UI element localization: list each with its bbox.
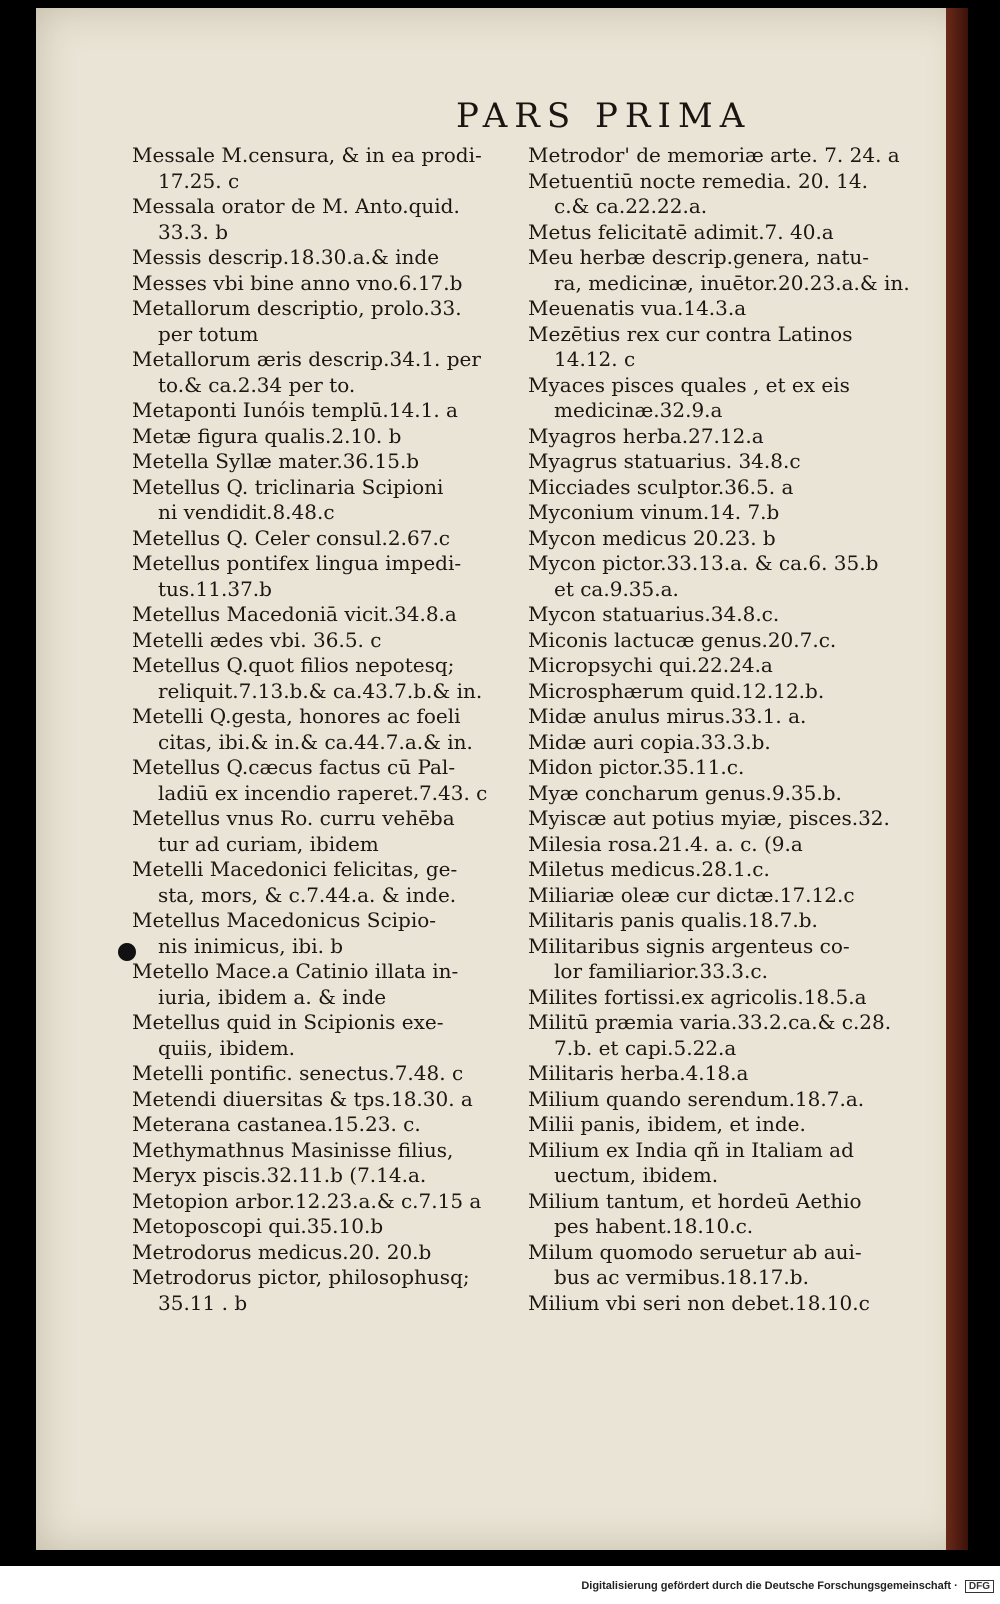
- index-entry: Metelli pontific. senectus.7.48. c: [132, 1061, 464, 1085]
- index-entry: Messes vbi bine anno vno.6.17.b: [132, 270, 463, 295]
- dfg-logo: DFG: [965, 1580, 994, 1593]
- index-entry: Myconium vinum.14. 7.b: [528, 500, 780, 524]
- index-entry-continuation: 17.25. c: [158, 168, 240, 193]
- index-entry: Milium vbi seri non debet.18.10.c: [528, 1290, 870, 1315]
- index-entry: Messis descrip.18.30.a.& inde: [132, 245, 440, 269]
- index-entry: Metoposcopi qui.35.10.b: [132, 1214, 384, 1238]
- running-head: PARS PRIMA: [456, 96, 752, 136]
- index-entry-continuation: 14.12. c: [554, 347, 636, 371]
- index-entry: Metendi diuersitas & tps.18.30. a: [132, 1086, 473, 1111]
- index-entry-continuation: citas, ibi.& in.& ca.44.7.a.& in.: [158, 729, 473, 754]
- index-entry-continuation: quiis, ibidem.: [158, 1035, 296, 1060]
- index-entry-continuation: tur ad curiam, ibidem: [158, 831, 379, 856]
- index-entry-continuation: 7.b. et capi.5.22.a: [554, 1035, 737, 1060]
- index-entry: Metallorum æris descrip.34.1. per: [132, 347, 481, 371]
- index-entry: Midon pictor.35.11.c.: [528, 755, 745, 779]
- index-entry: Micropsychi qui.22.24.a: [528, 653, 773, 677]
- digitization-footer: [0, 1580, 994, 1593]
- index-entry: Militaribus signis argenteus co-: [528, 933, 850, 958]
- index-entry-continuation: 35.11 . b: [158, 1290, 248, 1315]
- index-entry-continuation: et ca.9.35.a.: [554, 576, 679, 601]
- index-entry-continuation: ni vendidit.8.48.c: [158, 500, 335, 524]
- index-entry-continuation: pes habent.18.10.c.: [554, 1214, 754, 1238]
- index-entry: Mycon statuarius.34.8.c.: [528, 602, 780, 626]
- index-entry: Metellus Q.cæcus factus cū Pal-: [132, 755, 456, 779]
- index-entry-continuation: sta, mors, & c.7.44.a. & inde.: [158, 882, 457, 907]
- index-entry: Metopion arbor.12.23.a.& c.7.15 a: [132, 1188, 482, 1213]
- index-entry: Metello Mace.a Catinio illata in-: [132, 959, 459, 983]
- index-entry: Meuenatis vua.14.3.a: [528, 296, 747, 320]
- index-entry: Metellus Q. Celer consul.2.67.c: [132, 525, 450, 550]
- index-entry-continuation: bus ac vermibus.18.17.b.: [554, 1265, 809, 1289]
- index-entry-continuation: to.& ca.2.34 per to.: [158, 372, 356, 397]
- index-entry: Microsphærum quid.12.12.b.: [528, 678, 825, 703]
- index-entry: Metæ figura qualis.2.10. b: [132, 423, 402, 448]
- index-entry: Miletus medicus.28.1.c.: [528, 857, 770, 881]
- index-entry: Milium tantum, et hordeū Aethio: [528, 1188, 862, 1213]
- index-entry: Midæ anulus mirus.33.1. a.: [528, 704, 807, 728]
- index-entry: Myagros herba.27.12.a: [528, 423, 764, 448]
- index-entry: Metellus Macedoniā vicit.34.8.a: [132, 602, 457, 626]
- index-entry-continuation: nis inimicus, ibi. b: [158, 933, 344, 958]
- index-entry: Meu herbæ descrip.genera, natu-: [528, 245, 870, 269]
- index-entry-continuation: uectum, ibidem.: [554, 1163, 719, 1187]
- index-entry: Mezētius rex cur contra Latinos: [528, 321, 853, 346]
- index-entry: Metrodorus pictor, philosophusq;: [132, 1265, 470, 1289]
- index-entry-continuation: per totum: [158, 321, 259, 346]
- index-entry-continuation: lor familiarior.33.3.c.: [554, 959, 768, 983]
- index-entry: Mycon medicus 20.23. b: [528, 525, 776, 550]
- index-entry-continuation: tus.11.37.b: [158, 576, 272, 601]
- index-entry: Messala orator de M. Anto.quid.: [132, 194, 460, 218]
- index-entry: Methymathnus Masinisse filius,: [132, 1137, 454, 1162]
- index-entry: Metallorum descriptio, prolo.33.: [132, 296, 462, 320]
- index-entry: Metelli Q.gesta, honores ac foeli: [132, 704, 461, 728]
- index-entry: Metellus Macedonicus Scipio-: [132, 908, 437, 932]
- index-entry: Militaris herba.4.18.a: [528, 1061, 749, 1085]
- index-entry: Militaris panis qualis.18.7.b.: [528, 908, 818, 932]
- index-entry: Milites fortissi.ex agricolis.18.5.a: [528, 984, 867, 1009]
- index-entry: Miconis lactucæ genus.20.7.c.: [528, 627, 837, 652]
- index-entry-continuation: 33.3. b: [158, 219, 229, 244]
- index-entry: Militū præmia varia.33.2.ca.& c.28.: [528, 1010, 892, 1034]
- index-entry-continuation: medicinæ.32.9.a: [554, 398, 723, 422]
- index-entry: Metellus Q.quot filios nepotesq;: [132, 653, 455, 677]
- index-entry: Milum quomodo seruetur ab aui-: [528, 1239, 862, 1264]
- index-entry: Midæ auri copia.33.3.b.: [528, 729, 771, 754]
- index-entry: Milii panis, ibidem, et inde.: [528, 1112, 806, 1136]
- index-entry: Metellus pontifex lingua impedi-: [132, 551, 462, 575]
- index-entry: Metrodorus medicus.20. 20.b: [132, 1239, 432, 1264]
- index-entry: Meterana castanea.15.23. c.: [132, 1112, 421, 1136]
- index-entry: Metus felicitatē adimit.7. 40.a: [528, 219, 834, 244]
- index-entry: Metella Syllæ mater.36.15.b: [132, 449, 420, 473]
- index-entry: Metellus Q. triclinaria Scipioni: [132, 474, 444, 499]
- index-entry: Metaponti Iunóis templū.14.1. a: [132, 398, 458, 422]
- index-entry-continuation: c.& ca.22.22.a.: [554, 194, 708, 218]
- index-entry: Milesia rosa.21.4. a. c. (9.a: [528, 831, 803, 856]
- index-entry: Messale M.censura, & in ea prodi-: [132, 143, 482, 167]
- index-entry: Milium quando serendum.18.7.a.: [528, 1086, 865, 1111]
- ink-blot-mark: [118, 943, 136, 961]
- index-entry: Mycon pictor.33.13.a. & ca.6. 35.b: [528, 551, 879, 575]
- footer-credit: Digitalisierung gefördert durch die Deutsche Forschungsgemeinschaft ·: [581, 1580, 958, 1592]
- index-entry: Metelli ædes vbi. 36.5. c: [132, 627, 382, 652]
- index-entry: Metellus vnus Ro. curru vehēba: [132, 806, 455, 830]
- index-entry-continuation: iuria, ibidem a. & inde: [158, 984, 387, 1009]
- index-entry: Micciades sculptor.36.5. a: [528, 474, 794, 499]
- index-entry-continuation: ladiū ex incendio raperet.7.43. c: [158, 780, 488, 805]
- index-entry: Metrodor' de memoriæ arte. 7. 24. a: [528, 143, 900, 167]
- index-entry: Myagrus statuarius. 34.8.c: [528, 449, 801, 473]
- binding-edge: [946, 8, 968, 1550]
- index-entry: Meryx piscis.32.11.b (7.14.a.: [132, 1163, 427, 1187]
- index-entry: Metellus quid in Scipionis exe-: [132, 1010, 444, 1034]
- index-entry: Miliariæ oleæ cur dictæ.17.12.c: [528, 882, 855, 907]
- index-entry: Myæ concharum genus.9.35.b.: [528, 780, 842, 805]
- index-column-right: [528, 143, 920, 1316]
- index-entry: Milium ex India qñ in Italiam ad: [528, 1137, 854, 1162]
- index-entry: Myiscæ aut potius myiæ, pisces.32.: [528, 806, 890, 830]
- index-entry-continuation: ra, medicinæ, inuētor.20.23.a.& in.: [554, 270, 910, 295]
- index-column-left: [132, 143, 542, 1316]
- index-entry: Myaces pisces quales , et ex eis: [528, 372, 850, 397]
- index-entry: Metuentiū nocte remedia. 20. 14.: [528, 168, 868, 193]
- index-entry-continuation: reliquit.7.13.b.& ca.43.7.b.& in.: [158, 678, 483, 703]
- index-entry: Metelli Macedonici felicitas, ge-: [132, 857, 458, 881]
